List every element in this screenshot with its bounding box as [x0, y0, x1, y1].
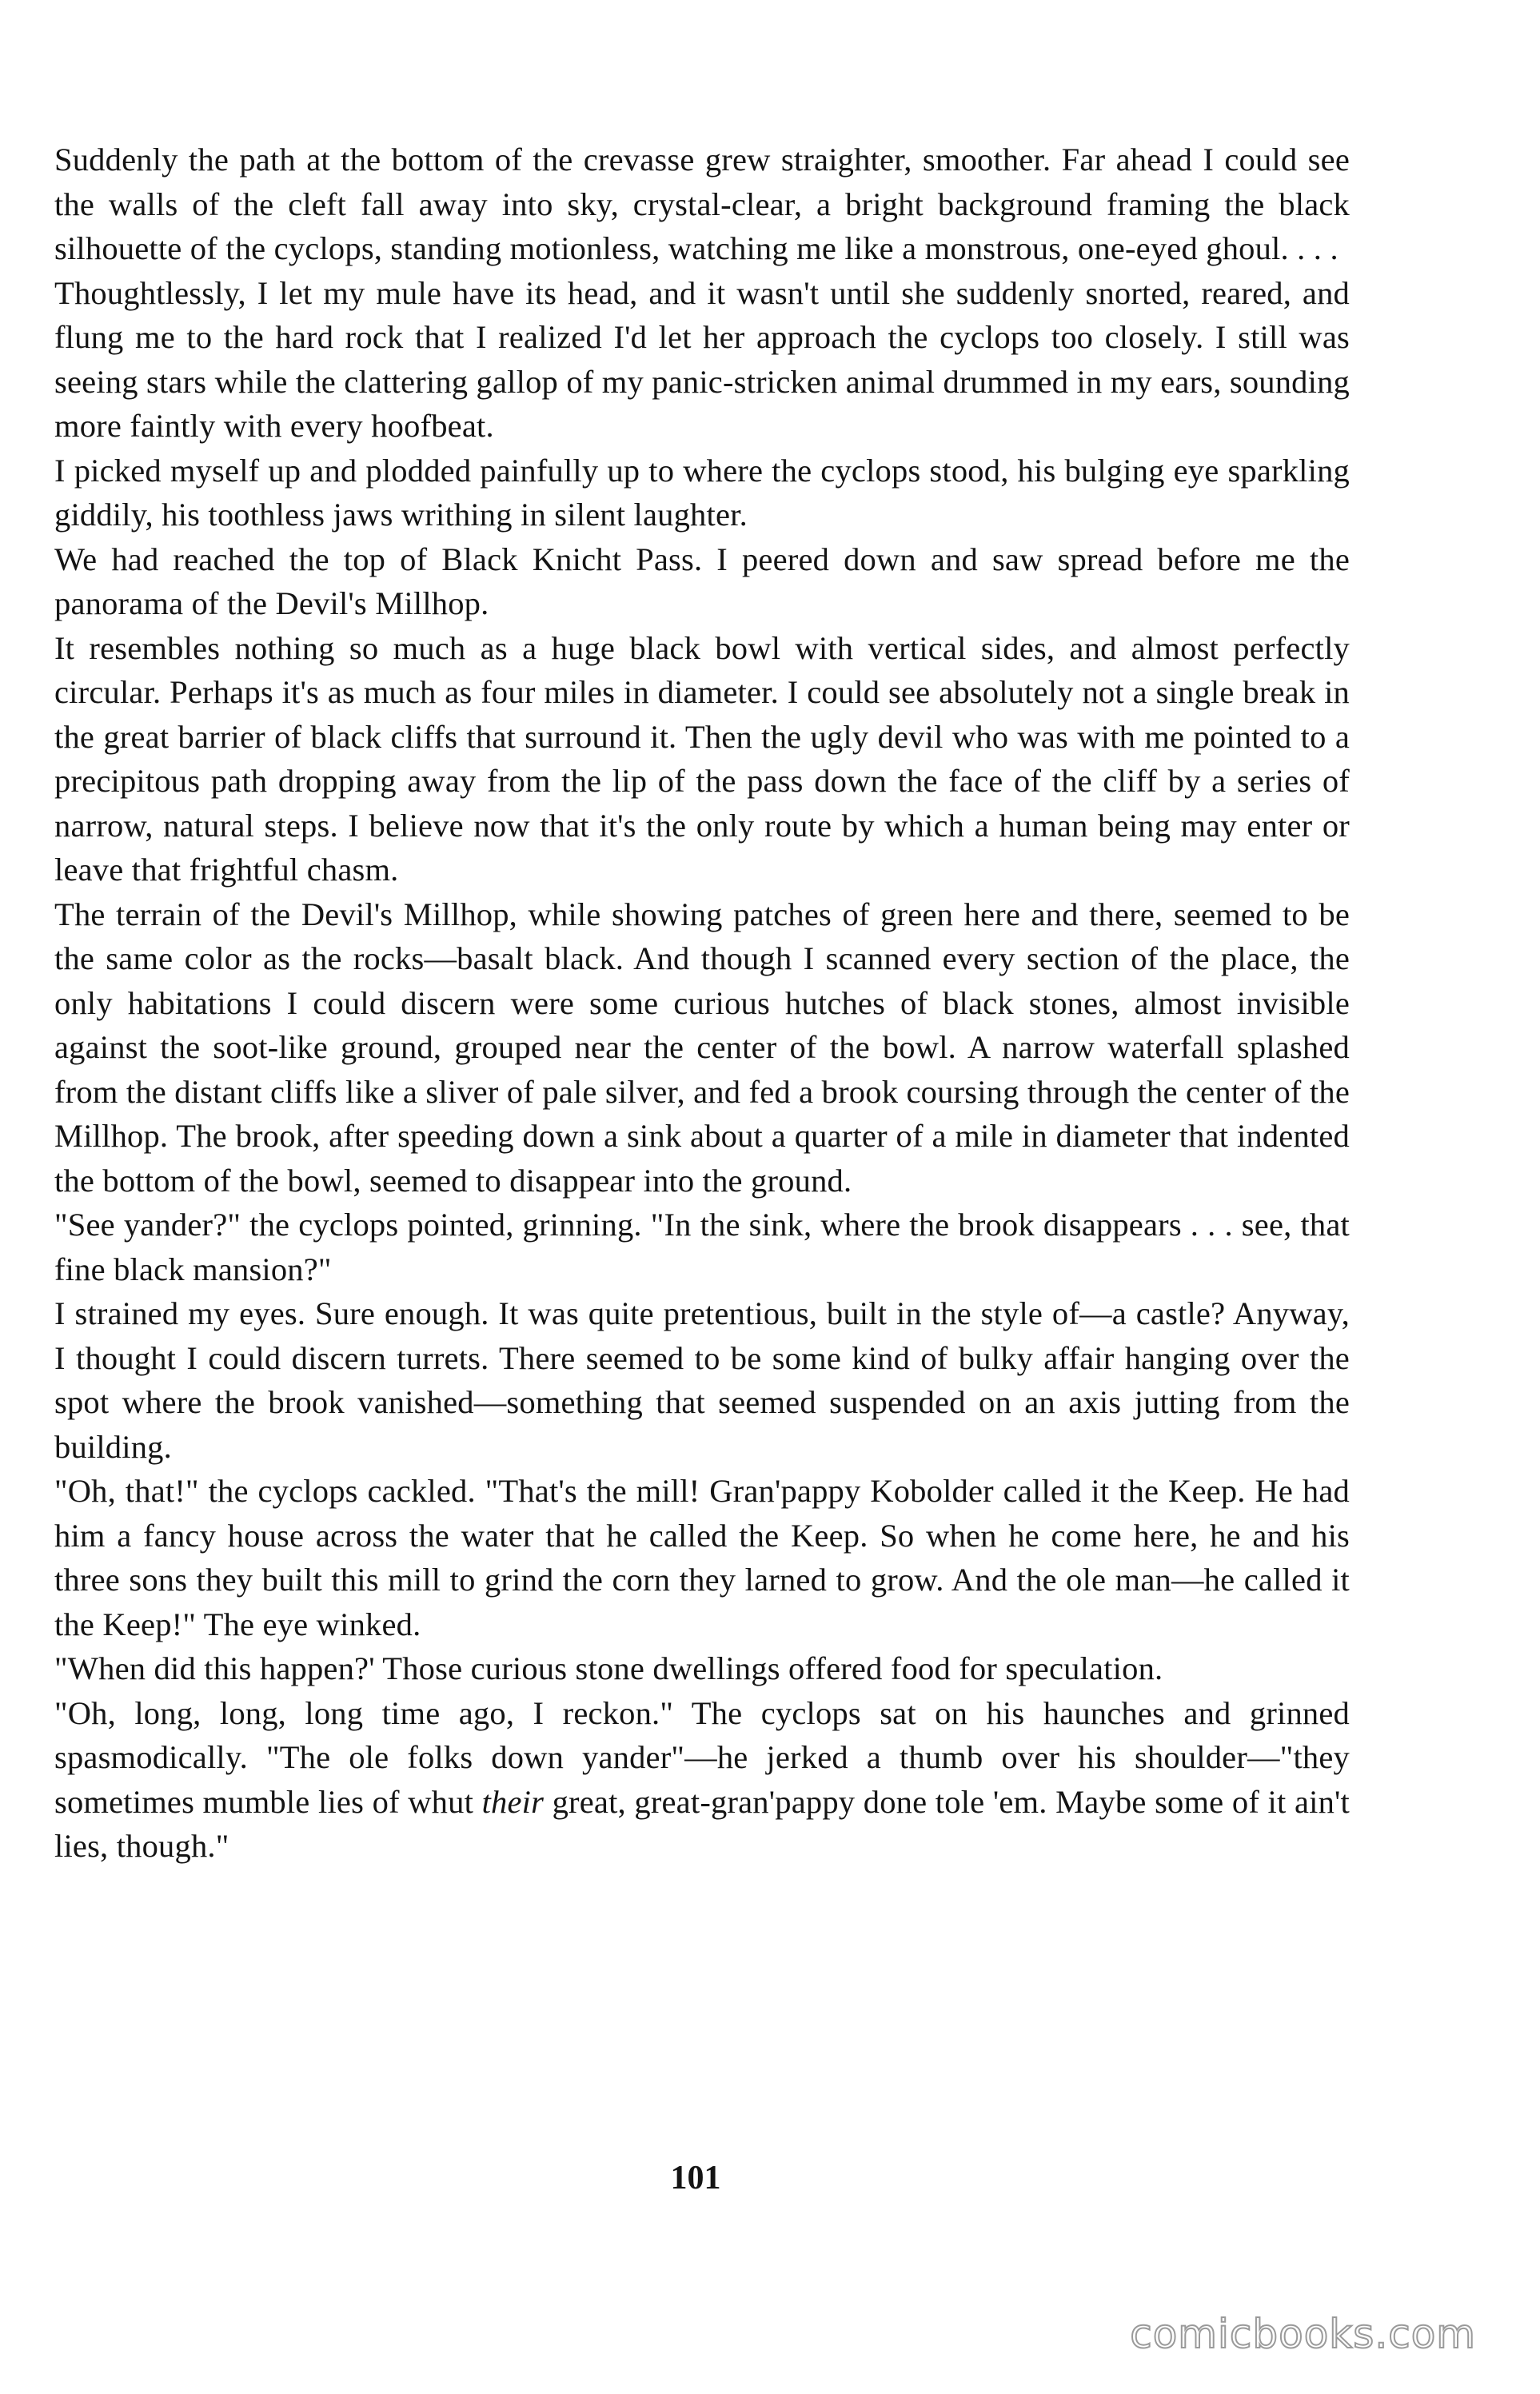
paragraph: I strained my eyes. Sure enough. It was quite pretentious, built in the style of—a castle? Anyway, I thought I could discern turrets. There seemed to be some kind of bulky affair hanging over the spot where the brook vanished—something that seemed suspended on an axis jutting from the building. [54, 1295, 1350, 1465]
paragraph: "Oh, that!" the cyclops cackled. "That's the mill! Gran'pappy Kobolder called it the Keep. He had him a fancy house across the water that he called the Keep. So when he come here, he and his three sons they built this mill to grind the corn they larned to grow. And the ole man—he called it the Keep!" The eye winked. [54, 1473, 1350, 1642]
book-page-body [54, 138, 1350, 1869]
paragraph: "When did this happen?' Those curious stone dwellings offered food for speculation. [54, 1650, 1163, 1686]
watermark-logo: comicbooks.com [1130, 2311, 1476, 2357]
paragraph: "See yander?" the cyclops pointed, grinning. "In the sink, where the brook disappears . . . see, that fine black mansion?" [54, 1207, 1350, 1287]
paragraph: It resembles nothing so much as a huge black bowl with vertical sides, and almost perfectly circular. Perhaps it's as much as four miles in diameter. I could see absolutely not a single break in the great barrier of black cliffs that surround it. Then the ugly devil who was with me pointed to a precipitous path dropping away from the lip of the pass down the face of the cliff by a series of narrow, natural steps. I believe now that it's the only route by which a human being may enter or leave that frightful chasm. [54, 629, 1350, 888]
page-number: 101 [670, 2160, 721, 2196]
paragraph: We had reached the top of Black Knicht Pass. I peered down and saw spread before me the panorama of the Devil's Millhop. [54, 541, 1350, 621]
paragraph: The terrain of the Devil's Millhop, while showing patches of green here and there, seemed to be the same color as the rocks—basalt black. And though I scanned every section of the place, the only habitations I could discern were some curious hutches of black stones, almost invisible against the soot-like ground, grouped near the center of the bowl. A narrow waterfall splashed from the distant cliffs like a sliver of pale silver, and fed a brook coursing through the center of the Millhop. The brook, after speeding down a sink about a quarter of a mile in diameter that indented the bottom of the bowl, seemed to disappear into the ground. [54, 896, 1350, 1199]
paragraph-text: "Oh, long, long, long time ago, I reckon." The cyclops sat on his haunches and grinned spasmodically. "The ole folks down yander"—he jerked a thumb over his shoulder—"they sometimes mumble lies of whut [54, 1694, 1350, 1820]
final-paragraph [54, 1691, 1350, 1869]
paragraph: Thoughtlessly, I let my mule have its head, and it wasn't until she suddenly snorted, reared, and flung me to the hard rock that I realized I'd let her approach the cyclops too closely. I still was seeing stars while the clattering gallop of my panic-stricken animal drummed in my ears, sounding more faintly with every hoofbeat. [54, 274, 1350, 444]
emphasized-word: their [481, 1783, 545, 1820]
paragraph: I picked myself up and plodded painfully up to where the cyclops stood, his bulging eye sparkling giddily, his toothless jaws writhing in silent laughter. [54, 452, 1350, 533]
paragraph: Suddenly the path at the bottom of the crevasse grew straighter, smoother. Far ahead I could see the walls of the cleft fall away into sky, crystal-clear, a bright background framing the black silhouette of the cyclops, standing motionless, watching me like a monstrous, one-eyed ghoul. . . . [54, 142, 1350, 266]
paragraph-tail: great, great-gran'pappy done tole 'em. Maybe some of it ain't lies, though." [54, 1783, 1350, 1864]
